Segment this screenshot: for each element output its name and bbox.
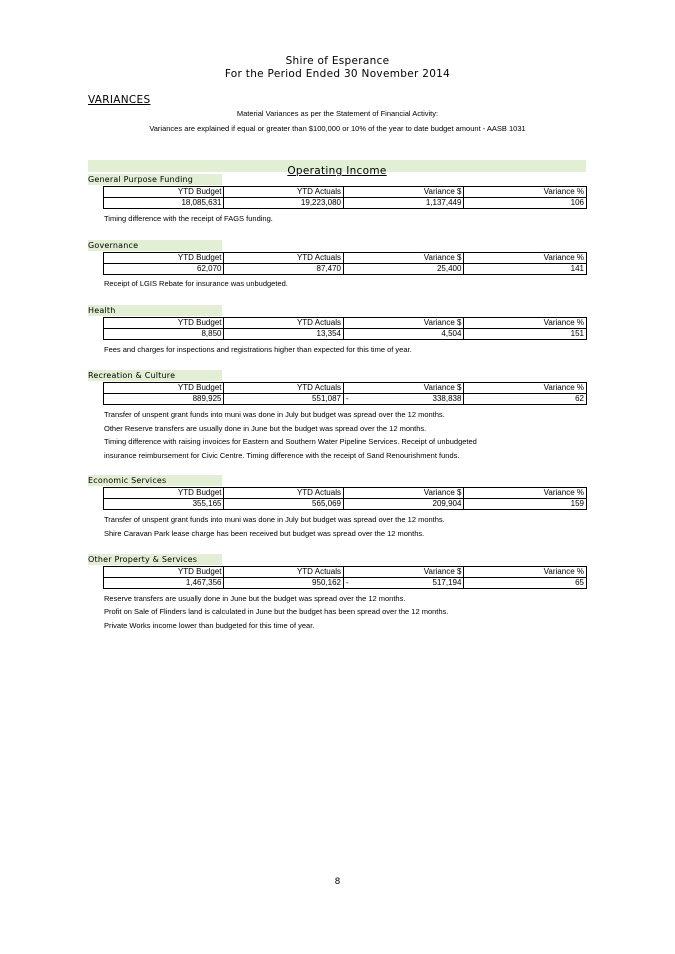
ytd-actuals-value: 13,354 <box>224 329 343 340</box>
note: Transfer of unspent grant funds into muni was done in July but budget was spread over the 12 months. <box>104 515 445 524</box>
variance-pct-value: 62 <box>464 394 587 405</box>
variance-pct-value: 151 <box>464 329 587 340</box>
variance-sign: - <box>345 394 349 403</box>
variance-amount-cell <box>343 394 463 405</box>
table-row <box>104 329 587 340</box>
variance-amount-cell <box>343 578 463 589</box>
col-variance-pct: Variance % <box>464 187 587 198</box>
note: Profit on Sale of Flinders land is calculated in June but the budget has been spread over the 12 months. <box>104 607 449 616</box>
page-number: 8 <box>334 877 341 887</box>
variance-table-governance <box>103 252 587 275</box>
col-variance-pct: Variance % <box>464 567 587 578</box>
note: Private Works income lower than budgeted for this time of year. <box>104 621 315 630</box>
operating-income-band <box>88 160 586 177</box>
variance-amount-cell <box>343 329 463 340</box>
col-variance-amount: Variance $ <box>343 187 463 198</box>
operating-income-title: Operating Income <box>287 165 387 177</box>
variance-pct-value: 159 <box>464 499 587 510</box>
variances-heading: VARIANCES <box>88 94 151 106</box>
ytd-actuals-value: 565,069 <box>224 499 343 510</box>
variance-amount-cell <box>343 264 463 275</box>
note: Reserve transfers are usually done in June but the budget was spread over the 12 months. <box>104 594 406 603</box>
col-ytd-budget: YTD Budget <box>104 187 224 198</box>
col-variance-amount: Variance $ <box>343 488 463 499</box>
table-header-row <box>104 187 587 198</box>
variance-pct-value: 141 <box>464 264 587 275</box>
col-ytd-budget: YTD Budget <box>104 383 224 394</box>
table-header-row <box>104 383 587 394</box>
variance-table-recreation-culture <box>103 382 587 405</box>
section-title-other-property-services: Other Property & Services <box>88 554 222 565</box>
section-title-recreation-culture: Recreation & Culture <box>88 370 222 381</box>
table-header-row <box>104 253 587 264</box>
note: Other Reserve transfers are usually done in June but the budget was spread over the 12 months. <box>104 424 427 433</box>
variance-amount-value: 25,400 <box>436 264 462 273</box>
section-title-economic-services: Economic Services <box>88 475 222 486</box>
ytd-budget-value: 889,925 <box>104 394 224 405</box>
ytd-actuals-value: 551,087 <box>224 394 343 405</box>
col-variance-pct: Variance % <box>464 253 587 264</box>
variance-pct-value: 106 <box>464 198 587 209</box>
note: Fees and charges for inspections and registrations higher than expected for this time of year. <box>104 345 412 354</box>
col-ytd-actuals: YTD Actuals <box>224 253 343 264</box>
note: Timing difference with raising invoices for Eastern and Southern Water Pipeline Services. Receipt of unbudgeted <box>104 437 477 446</box>
table-header-row <box>104 567 587 578</box>
table-row <box>104 394 587 405</box>
table-row <box>104 198 587 209</box>
col-ytd-actuals: YTD Actuals <box>224 318 343 329</box>
col-ytd-actuals: YTD Actuals <box>224 567 343 578</box>
col-ytd-actuals: YTD Actuals <box>224 488 343 499</box>
ytd-actuals-value: 19,223,080 <box>224 198 343 209</box>
ytd-budget-value: 18,085,631 <box>104 198 224 209</box>
variance-amount-value: 338,838 <box>432 394 462 403</box>
col-variance-amount: Variance $ <box>343 383 463 394</box>
note: Receipt of LGIS Rebate for insurance was unbudgeted. <box>104 279 288 288</box>
ytd-actuals-value: 950,162 <box>224 578 343 589</box>
ytd-budget-value: 8,850 <box>104 329 224 340</box>
col-variance-pct: Variance % <box>464 383 587 394</box>
col-ytd-actuals: YTD Actuals <box>224 187 343 198</box>
col-variance-amount: Variance $ <box>343 567 463 578</box>
variance-table-economic-services <box>103 487 587 510</box>
variance-amount-value: 517,194 <box>432 578 462 587</box>
ytd-actuals-value: 87,470 <box>224 264 343 275</box>
note: insurance reimbursement for Civic Centre. Timing difference with the receipt of Sand Renourishment funds. <box>104 451 460 460</box>
col-variance-pct: Variance % <box>464 488 587 499</box>
col-ytd-budget: YTD Budget <box>104 567 224 578</box>
subtitle-explained: Variances are explained if equal or greater than $100,000 or 10% of the year to date budget amount - AASB 1031 <box>149 124 526 133</box>
table-header-row <box>104 318 587 329</box>
period-title: For the Period Ended 30 November 2014 <box>224 68 451 80</box>
subtitle-material: Material Variances as per the Statement of Financial Activity: <box>236 109 439 118</box>
col-variance-amount: Variance $ <box>343 253 463 264</box>
table-row <box>104 578 587 589</box>
variance-amount-cell <box>343 198 463 209</box>
variance-table-health <box>103 317 587 340</box>
variance-sign: - <box>345 578 349 587</box>
table-row <box>104 499 587 510</box>
note: Shire Caravan Park lease charge has been received but budget was spread over the 12 months. <box>104 529 425 538</box>
ytd-budget-value: 355,165 <box>104 499 224 510</box>
col-variance-amount: Variance $ <box>343 318 463 329</box>
variance-amount-cell <box>343 499 463 510</box>
section-title-governance: Governance <box>88 240 222 251</box>
variance-pct-value: 65 <box>464 578 587 589</box>
col-ytd-actuals: YTD Actuals <box>224 383 343 394</box>
note: Transfer of unspent grant funds into muni was done in July but budget was spread over the 12 months. <box>104 410 445 419</box>
variance-amount-value: 1,137,449 <box>425 198 462 207</box>
variance-table-general-purpose-funding <box>103 186 587 209</box>
section-title-general-purpose-funding: General Purpose Funding <box>88 174 222 185</box>
table-row <box>104 264 587 275</box>
variance-table-other-property-services <box>103 566 587 589</box>
col-ytd-budget: YTD Budget <box>104 488 224 499</box>
table-header-row <box>104 488 587 499</box>
ytd-budget-value: 62,070 <box>104 264 224 275</box>
org-title: Shire of Esperance <box>285 55 390 67</box>
variance-amount-value: 209,904 <box>432 499 462 508</box>
col-ytd-budget: YTD Budget <box>104 318 224 329</box>
section-title-health: Health <box>88 305 222 316</box>
col-ytd-budget: YTD Budget <box>104 253 224 264</box>
col-variance-pct: Variance % <box>464 318 587 329</box>
ytd-budget-value: 1,467,356 <box>104 578 224 589</box>
note: Timing difference with the receipt of FAGS funding. <box>104 214 273 223</box>
variance-amount-value: 4,504 <box>441 329 462 338</box>
